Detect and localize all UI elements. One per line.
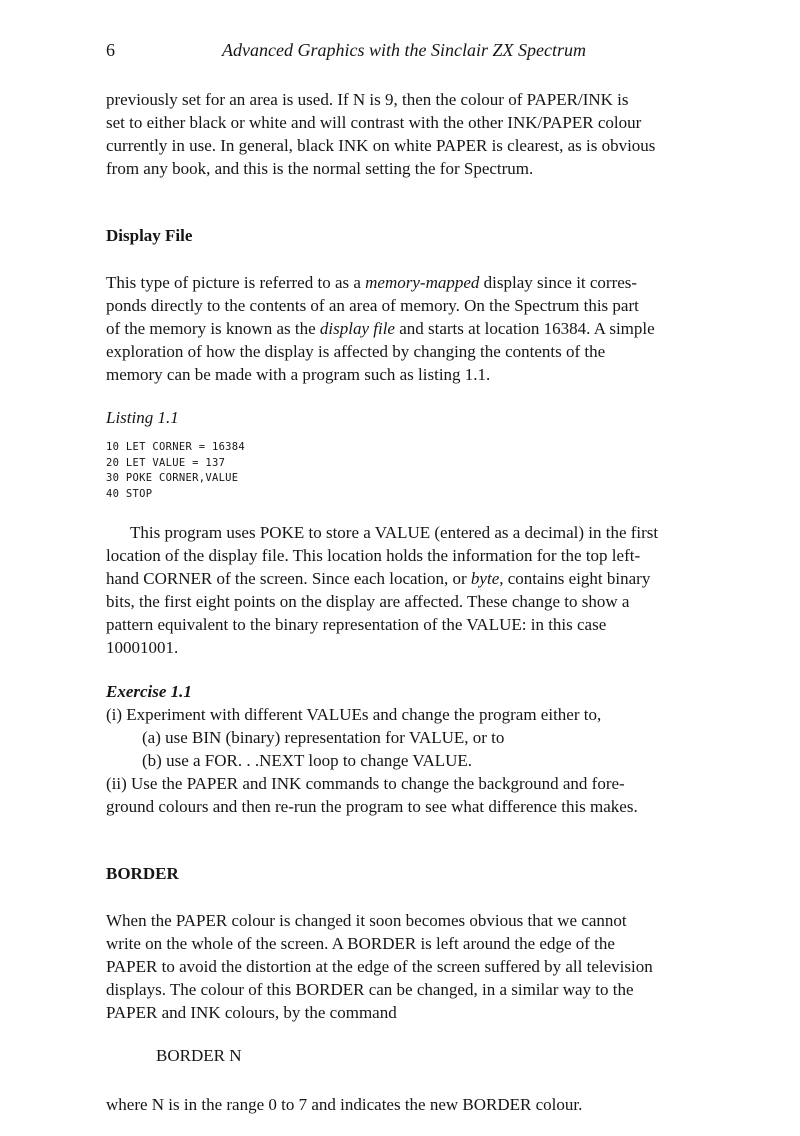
emphasis-memory-mapped: memory-mapped: [365, 273, 480, 292]
text-line: When the PAPER colour is changed it soon becomes obvious that we cannot: [106, 911, 627, 930]
listing-title: Listing 1.1: [106, 408, 179, 427]
text-line: pattern equivalent to the binary representation of the VALUE: in this case: [106, 615, 607, 634]
text-line: PAPER to avoid the distortion at the edge of the screen suffered by all television: [106, 957, 653, 976]
emphasis-byte: byte,: [470, 569, 504, 588]
code-line: 20 LET VALUE = 137: [106, 456, 226, 469]
page-number: 6: [106, 40, 115, 60]
border-command: BORDER N: [156, 1046, 242, 1065]
text-line: exploration of how the display is affected by changing the contents of the: [106, 342, 606, 361]
intro-paragraph: [106, 88, 746, 180]
text-line: currently in use. In general, black INK on white PAPER is clearest, as is obvious: [106, 136, 656, 155]
display-file-paragraph: [106, 271, 746, 386]
text-span: of the memory is known as the: [106, 319, 320, 338]
text-line: [106, 271, 746, 294]
exercise-item-ii: (ii) Use the PAPER and INK commands to change the background and fore-: [106, 774, 625, 793]
text-span: display since it corres-: [479, 273, 638, 292]
emphasis-display-file: display file: [319, 319, 395, 338]
code-listing: [106, 440, 245, 502]
text-line: ponds directly to the contents of an area of memory. On the Spectrum this part: [106, 296, 639, 315]
text-span: contains eight binary: [503, 569, 651, 588]
text-span: This type of picture is referred to as a: [106, 273, 366, 292]
text-line: This program uses POKE to store a VALUE (entered as a decimal) in the first: [130, 523, 659, 542]
text-line: [106, 317, 746, 340]
exercise-subitem-b: (b) use a FOR. . .NEXT loop to change VALUE.: [142, 751, 473, 770]
code-line: 10 LET CORNER = 16384: [106, 441, 246, 453]
text-line: 10001001.: [106, 638, 179, 657]
text-line: write on the whole of the screen. A BORDER is left around the edge of the: [106, 934, 615, 953]
text-span: hand CORNER of the screen. Since each location, or: [106, 569, 471, 588]
text-line: set to either black or white and will contrast with the other INK/PAPER colour: [106, 113, 642, 132]
exercise-subitem-a: (a) use BIN (binary) representation for VALUE, or to: [142, 728, 505, 747]
text-line: previously set for an area is used. If N is 9, then the colour of PAPER/INK is: [106, 90, 629, 109]
explanation-paragraph: [106, 521, 746, 659]
exercise-title: Exercise 1.1: [106, 682, 192, 701]
page-header: [106, 40, 706, 66]
running-head: Advanced Graphics with the Sinclair ZX Spectrum: [222, 40, 586, 60]
text-line: PAPER and INK colours, by the command: [106, 1003, 397, 1022]
code-line: 30 POKE CORNER,VALUE: [106, 472, 239, 484]
code-line: 40 STOP: [106, 487, 153, 500]
text-line: location of the display file. This location holds the information for the top left-: [106, 546, 641, 565]
text-span: and starts at location 16384. A simple: [394, 319, 655, 338]
section-heading-border: BORDER: [106, 864, 179, 883]
exercise-item-i: (i) Experiment with different VALUEs and change the program either to,: [106, 705, 602, 724]
section-heading-display-file: Display File: [106, 226, 193, 245]
text-line: [106, 567, 746, 590]
closing-line: where N is in the range 0 to 7 and indicates the new BORDER colour.: [106, 1095, 583, 1114]
text-line: bits, the first eight points on the display are affected. These change to show a: [106, 592, 630, 611]
border-paragraph: [106, 909, 746, 1024]
text-line: displays. The colour of this BORDER can be changed, in a similar way to the: [106, 980, 634, 999]
exercise-item-ii-continuation: ground colours and then re-run the program to see what difference this makes.: [106, 797, 638, 816]
text-line: from any book, and this is the normal setting the for Spectrum.: [106, 159, 534, 178]
text-line: memory can be made with a program such as listing 1.1.: [106, 365, 491, 384]
